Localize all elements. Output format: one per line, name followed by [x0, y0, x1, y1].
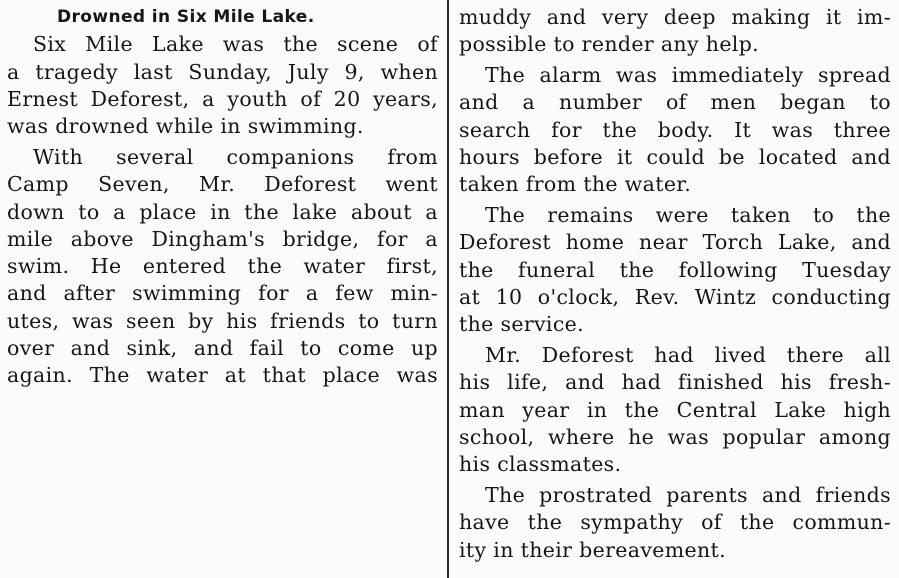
text-line: at 10 o'clock, Rev. Wintz conducting: [459, 284, 891, 309]
text-line: have the sympathy of the commun-: [459, 510, 891, 535]
text-line: Deforest home near Torch Lake, and: [459, 230, 891, 255]
text-line: ity in their bereavement.: [459, 537, 727, 562]
text-line: his life, and had finished his fresh-: [459, 370, 891, 395]
text-line: The alarm was immediately spread: [485, 63, 891, 88]
text-line: With several companions from: [33, 144, 438, 169]
text-line: again. The water at that place was: [7, 363, 438, 388]
text-line: and a number of men began to: [459, 90, 891, 115]
text-line: Ernest Deforest, a youth of 20 years,: [7, 86, 438, 111]
left-column: [7, 4, 438, 390]
text-line: and after swimming for a few min-: [7, 281, 438, 306]
text-line: was drowned while in swimming.: [7, 114, 364, 139]
text-line: a tragedy last Sunday, July 9, when: [7, 59, 438, 84]
right-column: [459, 4, 891, 564]
text-line: muddy and very deep making it im-: [459, 5, 891, 29]
text-line: school, where he was popular among: [459, 424, 891, 449]
text-line: the funeral the following Tuesday: [459, 257, 891, 282]
text-line: over and sink, and fail to come up: [7, 336, 438, 361]
text-line: utes, was seen by his friends to turn: [7, 308, 438, 333]
text-line: Camp Seven, Mr. Deforest went: [7, 172, 438, 197]
text-line: possible to render any help.: [459, 32, 760, 57]
text-line: down to a place in the lake about a: [7, 199, 438, 224]
text-line: Six Mile Lake was the scene of: [33, 32, 438, 57]
text-line: Mr. Deforest had lived there all: [485, 343, 891, 368]
text-line: mile above Dingham's bridge, for a: [7, 226, 438, 251]
text-line: swim. He entered the water first,: [7, 254, 438, 279]
text-line: The prostrated parents and friends: [485, 483, 891, 508]
text-line: his classmates.: [459, 452, 622, 477]
text-line: the service.: [459, 312, 585, 337]
text-line: The remains were taken to the: [485, 203, 891, 228]
column-rule: [447, 0, 449, 578]
headline: Drowned in Six Mile Lake.: [57, 7, 315, 27]
text-line: search for the body. It was three: [459, 117, 891, 142]
text-line: taken from the water.: [459, 172, 692, 197]
text-line: hours before it could be located and: [459, 144, 891, 169]
text-line: man year in the Central Lake high: [459, 397, 891, 422]
